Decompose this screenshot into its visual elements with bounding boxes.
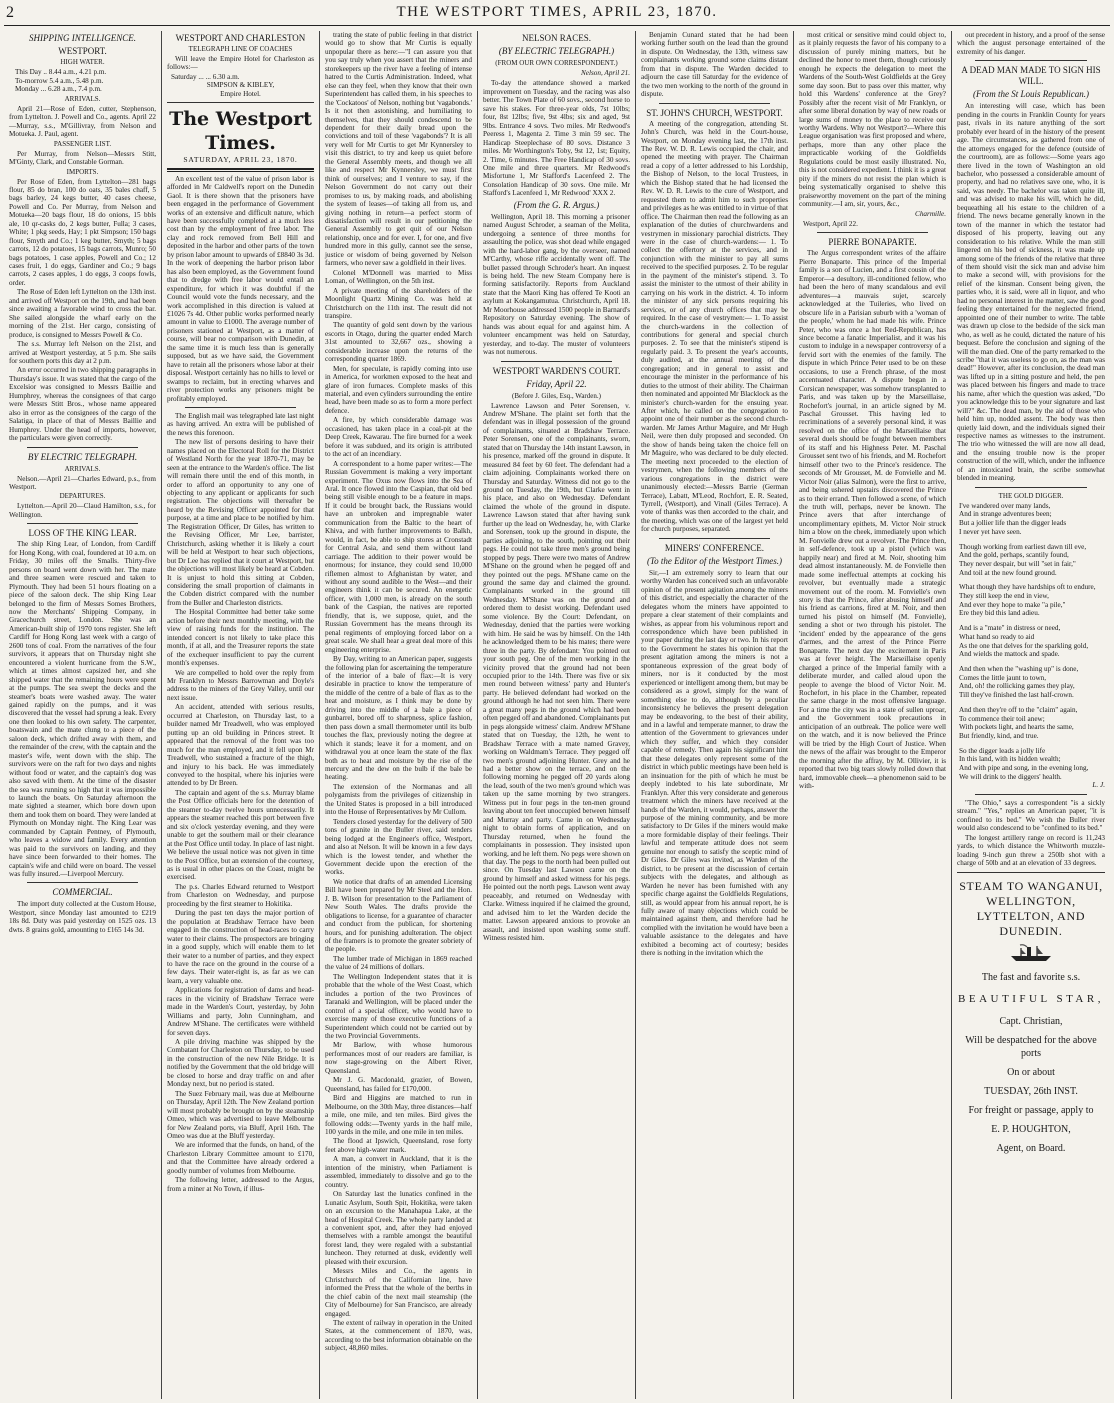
argus-text: Wellington, April 18. This morning a prisoner named August Schroder, a seaman of the Melita, undergoing a sentence of three months for assaulting the police, was shot dead while engaged with the hard-labor gang, by the overseer, named M'Carthy, whose rifle accidentally went off. The bullet passed through Schroder's heart. An inquest is being held. The new Steam Company here is forming satisfactorily. Reports from Auckland state that the Maori King has offered Te Kooti an asylum at Kokangamutua. Christchurch, April 18. Mr Moorhouse addressed 1500 people in Barnard's Repository on Saturday evening. The show of hands was about equal for and against him. A volunteer encampment was held on Saturday, yesterday, and to-day. The muster of volunteers was not numerous. [483,212,631,357]
news-paragraph: A private meeting of the shareholders of the Moonlight Quartz Mining Co. was held at Christchurch on the 11th inst. The result did not transpire. [325,286,472,320]
news-paragraph: Colonel M'Donnell was married to Miss Loman, of Wellington, on the 5th inst. [325,268,472,286]
letter-dateline: Westport, April 22. [803,219,858,228]
news-paragraph: An accident, attended with serious results, occurred at Charleston, on Thursday last, to a builder named Mr Treadwell, who was employed putting up an old building in Princes street. It appeared that the removal of the front was too much for the man employed, and it fell upon Mr Treadwell, who sustained a fracture of the thigh, and injury to his back. He was immediately conveyed to the hospital, where his injuries were attended to by Dr Breen. [167,703,314,788]
column-3 [320,31,478,1399]
coach-ad-time: Saturday ... ... 6.30 a.m. [171,72,240,81]
miners-letter-text: Sir,—I am extremely sorry to learn that our worthy Warden has conceived such an unfavorable opinion of the present agitation among the miners of this district, and especially the character of the delegates whom the miners have appointed to prepare a clear statement of their complaints and wishes, as appear from his voluminous report and correspondence which have been published in your paper during the last day or two. In his report to the Government he states his opinion that the present agitation among the miners is not a spontaneous expression of the great body of miners, nor is it conducted by the most experienced or intelligent among them, but may be considered as a growl, simply for the want of something else to do, although by a peculiar inconsistency he believes the present delegation may be endeavoring, to the best of their ability, and in a lawful and temperate manner, to draw the attention of the Government to grievances under which they suffer, and which they consider capable of remedy. Then again his significant hint that these delegates only represent some of the district in which public meetings have been held is an insinuation for the pith of which he must be deeply indebted to his late subordinate, Mr Franklyn. After this very considerate and generous treatment which the miners have received at the hands of the Warden, it would, perhaps, answer the purpose of the mining community, and be more satisfactory to Dr Giles if the miners would make a more formidable display of their feelings. Their lawful and temperate attitude does not seem genuine nor enough to satisfy the sceptic mind of Dr Giles. Dr Giles was invited, as Warden of the district, to be present at the discussion of certain subjects with the delegates, and although as Warden he never has been furnished with any specific charge against the Goldfields Regulations, still, as would appear from his annual report, he is fully aware of many objections which could be maintained against them, and therefore had he complied with the invitation he would have been a valuable assistance to the delegates and have exhibited a becoming act of courtesy; besides there is nothing in the invitation which the [641,568,788,958]
tide-row: This Day .. 8.44 a.m., 4.21 p.m. [15,68,107,76]
imports-heading: IMPORTS. [66,167,99,176]
shipping-place: WESTPORT. [58,46,107,56]
news-paragraph: By Day, writing to an American paper, suggests the following plan for ascertaining the temperature of the interior of a bale of flax:—It is very desirable in practice to know the temperature of the middle of the centre of a bale of flax as to the heat and moisture, as I think may be done by driving into the middle of a bale a piece of gunbarrel, bored off to sharpness, splice fashion, then pass down a small thermometer until its bulb touches the flax, previously noting the degree at which it stands; leave it for a moment, and on withdrawal you at once learn the state of the flax both as to heat and moisture by the rise of the mercury and the dew on the bulb if the bale be heating. [325,655,472,782]
steam-ad-captain: Capt. Christian, [999,1015,1063,1027]
steam-ad-on-about: On or about [1007,1066,1055,1078]
argus-heading: (From the G. R. Argus.) [513,199,600,210]
church-text: A meeting of the congregation, attending St. John's Church, was held in the Court-house, Westport, on Monday evening last, the 17th inst. The Rev. W. D. R. Lewis occupied the chair, and opened the meeting with prayer. The Chairman read a copy of a letter addressed to his Lordship, the Bishop of Nelson, to the local Trustees, in which the Bishop stated that he had licensed the Rev. W. D. R. Lewis to the cure of Westport, and requested them to admit him to such properties and privileges as he was entitled to in virtue of that office. The Chairman then read the following as an explanation of the duties of churchwardens and vestrymen in missionary parochial districts. They were in the case of church-wardens:— 1. To collect the offertory at the services, and in conjunction with the minister to pay all sums received to the specified purposes. 2. To be regular in the payment of the minister's stipend. 3. To assist the minister to the utmost of their ability in carrying on his work in the district. 4. To inform the minister of any sick persons requiring his services, or of any church offices that may be required. In the case of vestrymen:— 1. To assist the church-wardens in the collection of contributions for general and special church purposes. 2. To see that the minister's stipend is regularly paid. 3. To present the year's accounts, duly audited, at the annual meeting of the congregation; and in general to assist and encourage the minister in the performance of his duties to the utmost of their ability. The Chairman then nominated and appointed Mr Blacklock as the minister's church-warden for the ensuing year. After which, he called on the congregation to appoint one of their number as the second church-warden. Mr James Arthur Maguire, and Mr Hugh Neil, were then duly proposed and seconded. On the show of hands being taken the choice fell on Mr Maguire, who was declared to be duly elected. The meeting next proceeded to the election of vestrymen, when the following members of the various congregations in the district were unanimously elected:—Messrs Barrie (German Terrace), Labatt, M'Leod, Rochfort, E. R. Seated, Tyrrell, (Westport), and Vinall (Giles Terrace). A vote of thanks was then accorded to the chair, and the meeting, which was one of the largest yet held for church purposes, separated. [641,119,788,534]
coach-ad-body: Will leave the Empire Hotel for Charleston as follows:— [167,55,314,72]
news-paragraph: The quantity of gold sent down by the various escorts in Otago, during the quarter ended March 31st amounted to 32,667 ozs., showing a considerable increase upon the returns of the corresponding quarter 1869. [325,321,472,364]
poem-line: What though they have hardships oft to endure, [959,583,1096,592]
news-paragraph: The Wellington Independent states that it is probable that the whole of the West Coast, which includes a portion of the two Provinces of Taranaki and Wellington, will be placed under the control of a special officer, who would have to exercise many of those executive functions of a Superintendent which could not be carried out by the two Provincial Governments. [325,972,472,1041]
tel-arrivals-text: Nelson.—April 21—Charles Edward, p.s., from Westport. [9,474,156,491]
page-number: 2 [6,4,14,21]
news-paragraph: A fire, by which considerable damage was occasioned, has taken place in a coal-pit at the Deep Creek, Kawarau. The fire burned for a week before it was subdued, and its origin is attributed to the act of an incendiary. [325,416,472,459]
steam-ad-ship-name: BEAUTIFUL STAR, [958,992,1104,1005]
steam-ad-agent: E. P. HOUGHTON, [991,1123,1071,1135]
steam-ad-heading: STEAM TO WANGANUI, WELLINGTON, LYTTELTON, AND DUNEDIN. [959,878,1103,938]
poem-line: And then when the "washing up" is done, [959,665,1079,673]
nelson-races-heading: NELSON RACES. [521,33,591,43]
poem-line: What hand so ready to aid [959,632,1035,641]
nelson-races-source: (FROM OUR OWN CORRESPONDENT.) [495,59,618,67]
news-paragraph: The Hospital Committee had better take some action before their next monthly meeting, with the view of raising funds for the institution. The intended concert is not likely to take place this month, if at all, and the Treasurer reports the state of the exchequer insufficient to pay the current month's expenses. [167,608,314,668]
poem-line: So the digger leads a jolly life [959,746,1046,755]
news-paragraph: Tenders closed yesterday for the delivery of 500 tons of granite in the Buller river, said tenders being lodged at the Engineer's office, Westport, and also at Nelson. It will be known in a few days which is the lowest tender, and whether the Government decide upon the erection of the works. [325,817,472,877]
poem-line: And in strange adventures been; [959,510,1052,519]
passenger-heading: PASSENGER LIST. [53,139,112,148]
poem-line: We will drink to the diggers' health. [959,772,1062,781]
poem-line: In this land, with its hidden wealth; [959,755,1061,764]
news-paragraph: We are compelled to hold over the reply from Mr Franklyn to Messrs Barrowman and Doyle's address to the miners of the Grey Valley, until our next issue. [167,668,314,702]
masthead-rule [4,25,1110,26]
commercial-heading: COMMERCIAL. [52,887,113,898]
divider [957,872,1105,873]
news-paragraph: "The Ohio," says a correspondent "is a sickly stream." "Yes," replies an American paper, "it is confined to its bed." We wish the Buller river would also condescend to be "confined to its bed." [957,798,1105,833]
divider [659,538,770,539]
divider [501,361,612,362]
news-paragraph: The English mail was telegraphed late last night as having arrived. An extra will be published of the news this forenoon. [167,411,314,437]
bonaparte-continued-text: out precedent in history, and a proof of the sense which the august personage entertained of the extremity of his danger. [957,31,1105,56]
divider [975,794,1087,795]
poem-line: And wields the mattock and spade. [959,650,1060,659]
editorial-text: An excellent test of the value of prison labor is afforded in Mr Caldwell's report on the Dunedin Gaol. It is there shown that the prisoners have been engaged in the performance of Government works of an extensive and difficult nature, which have been successfully completed at a much less cost than by the employment of free labor. The clay and rock removed from Bell Hill and deposited in the harbor and other parts of the town by prison labor amount to upwards of £8840 3s 3d. In the work of deepening the harbor prison labor has also been employed, as the Government found that to dredge with free labor would entail an expenditure, for which it was doubtful if the Council would vote the funds necessary, and the work accomplished in this direction is valued at £1026 7s 4d. Other public works performed nearly amount in value to £1000. The average number of prisoners stationed at Westport, as a matter of course, will bear no comparison with Dunedin, at the same time it is much less than is generally supposed, but as we have said, the Government have to retain all the prisoners whose labor at their disposal. Westport certainly has no hills to level or swamps to reclaim, but in erecting wharves and river protection works any prisoners might be profitably employed. [167,174,314,403]
high-water-heading: HIGH WATER. [60,58,105,66]
news-paragraph: trating the state of public feeling in that district would go to show that Mr Curtis is equally unpopular there as here:—"I can assure you that you say truly when you assert that the miners and storekeepers up the river have a feeling of intense hatred to the Curtis Administration. Indeed, what else can they feel, when they know that their own Superintendent has called them, in his speeches to the 'Cockatoos' of Nelson, nothing but 'vagabonds.' Is it not then astonishing, and humiliating to themselves, that they should condescend to be dependent for their daily bread upon the convictions and toil of these 'vagabonds'? It is all very well for Mr Curtis to get Mr Kynnersley to visit this district, to try and keep us quiet before the General Assembly meets, and though we all like and respect Mr Kynnersley, we must first think of ourselves; and I venture to say, if the Nelson Government do not carry out their promises to us, by making roads, and abolishing the system of leases—of taking all from us, and giving nothing in return—a perfect storm of dissatisfaction will result in our petitioning the General Assembly to get quit of our Nelson relationship, once and for ever. I, for one, and five hundred more in this gully, cannot see the sense, justice or wisdom of being governed by Nelson farmers, who never saw a goldfield in their lives. [325,31,472,268]
wardens-court-heading: WESTPORT WARDEN'S COURT. [492,365,621,376]
divider [27,882,138,883]
article-paragraph: The s.s. Murray left Nelson on the 21st, and arrived at Westport yesterday, at 5 p.m. She sails for southern ports this day at 2 p.m. [9,340,156,366]
divider [167,102,314,103]
tide-row: To-morrow 5.4 a.m., 5.48 p.m. [15,76,104,85]
poem-line: And the gold, perhaps, scantily found, [959,551,1069,560]
church-heading: ST. JOHN'S CHURCH, WESTPORT. [646,107,783,118]
nelson-races-subheading: (BY ELECTRIC TELEGRAPH.) [498,46,615,56]
tide-table [9,68,156,94]
nelson-races-text: To-day the attendance showed a marked improvement on Tuesday, and the racing was also better. The Town Plate of 60 sovs., second horse to save his stakes. For three-year olds, 7st 10lbs; four, 8st 12lbs; five, 9st 4lbs; six and aged, 9st 9lbs. Entrance 4 sovs. Two miles. Mr Redwood's Peeress 1, Magenta 2. Time 3 min 59 sec. The Handicap Steeplechase of 80 sovs. Distance 3 miles. Mr Worthington's Toby, 9st 12, 1st; Equity, 2. Time, 6 minutes. The Free Handicap of 30 sovs. One mile and three quarters. Mr Redwood's Misfortune 1, Mr Stafford's Lacenfeed 2. The Consolation Handicap of 30 sovs. One mile. Mr Stafford's Lacenfeed 1, Mr Redwood' XXX 2. [483,79,630,198]
poem-line: And is a "mate" in distress or need, [959,624,1061,633]
nelson-races-dateline: Nelson, April 21. [581,69,630,77]
news-paragraph: The extent of railway in operation in the United States, at the commencement of 1870, was, according to the best information obtainable on the subject, 48,860 miles. [325,1318,472,1353]
news-paragraph: The new list of persons desiring to have their names placed on the Electoral Roll for the District of Westland North for the year 1870-71, may be seen at the entrance to the Warden's office. The list will remain there until the end of this month, in order to afford an opportunity to any one of objecting to any applicant or applicants for such registration. The objections will thereafter be heard by the Revising Officer appointed for that purpose, at a time and place to be notified by him. The Registration Officer, Dr Giles, has written to the Revising Officer, Mr Lee, barrister, Christchurch, asking whether it is likely a court will be held at Westport to hear such objections, but Dr Lee has replied that it court at Westport, but the objections will most likely be heard at Cobden. It is unjust to hold this sitting at Cobden, considering the small proportion of claimants in the Cobden district compared with the number from the Buller and Charleston districts. [167,438,314,607]
news-paragraph: The lumber trade of Michigan in 1869 reached the value of 24 millions of dollars. [325,954,472,972]
wardens-court-date: Friday, April 22. [526,378,587,389]
wardens-court-text: Lawrence Lawson and Peter Sorensen, v. Andrew M'Shane. The plaint set forth that the defendant was in illegal possession of the ground of complainants, situated at Bradshaw Terrace. Peter Sorensen, one of the complainants, sworn, stated that on Thursday the 14th instant Lawson, in his presence, marked off the ground in dispute. It measured 84 feet by 60 feet. The defendant had a claim adjoining. Complainants worked there on Thursday and Saturday. Witness did not go to the ground on Tuesday, the 19th, but Clarke went in his place, and also on Wednesday. Defendant claimed the whole of the ground in dispute. Lawrence Lawson stated that after having sunk further up the lead on Wednesday, he, with Clarke and Sorensen, took up the ground in dispute, the parties adjoining, to the south, pointing out their pegs. He could not take three men's ground being stopped by pegs. There were two mates of Andrew M'Shane on the ground when he pegged off and they pointed out the pegs. M'Shane came on the ground the same day and claimed the ground. Complainants worked in the ground till Wednesday. M'Shane was on the ground and ordered them to desist working. Defendant used some violence. By the Court: Defendant, on Wednesday, denied that the parties were working with him. He said he was by himself. On the 14th he acknowledged them to be his mates; there were three in the party. By defendant: You pointed out your south peg. One of the men working in the vicinity proved that the ground had not been occupied prior to the 14th. There was five or six men round between witness' party and Hunter's party. He believed defendant had worked on the ground although he had not seen him. There were a great many pegs in the ground which had been often pegged off and abandoned. Complainants put in pegs alongside witness' claim. Andrew M'Shane stated that on Tuesday, the 12th, he went to Bradshaw Terrace with a mate named Gravey, working on Waldmam's Terrace. They pegged off two men's ground adjoining Hunter. Grey and he had a better show on the terrace, and on the following morning he pegged off 20 yards along the lead, south of the two men's ground which was taken up the same morning by two strangers. Witness put in four pegs in the ten-men ground leaving about ten feet unoccupied between himself and Murray and party. Came in on Wednesday night to obtain forms of application, and on Thursday returned, when he found the complainants in possession. They insisted upon working, and he left them. No pegs were shown on that day. The pegs to the north had been pulled out since. On Tuesday last Lawson came on the ground by himself and asked witness for his pegs. He pointed out the north pegs. Lawson went away peaceably, and returned on Wednesday with Clarke. Witness inquired if he claimed the ground, and advised him to let the Warden decide the matter. Lawson appeared anxious to provoke an assault, and insisted upon washing some stuff. Witness resisted him. [483,401,630,943]
miners-heading: MINERS' CONFERENCE. [664,542,765,553]
steam-ad-fast: The fast and favorite s.s. [981,971,1081,983]
poem-line: To commence their toil anew; [959,714,1045,723]
news-paragraph: The captain and agent of the s.s. Murray blame the Post Office officials here for the detention of the steamer to-day twelve hours unnecessarily. It appears the steamer reached this port between five and six o'clock yesterday evening, and they were unable to get the southern mail or their clearance at the Post Office until today. In place of last night. We believe the usual notice was not given in time to the Post Office, but an extension of the courtesy, as is usual in other places on the Coast, might be exercised. [167,788,314,882]
news-paragraph: A correspondent to a home paper writes:—The Russian Government is making a very important experiment. The Oxus now flows into the Sea of Aral. It once flowed into the Caspian, that old bed being still visible enough to be a feature in maps. If it could be brought back, the Russians would have an unbroken and impregnable water communication from the Baltic to the heart of Khiva, and with further improvements to Balkh, would, in fact, be able to ship stores at Cronstadt for Central Asia, and send them without land carriage. The addition to their power would be enormous; for instance, they could send 10,000 riflemen almost to Afghanistan by water, and without any sound audible to the West—and their engineers think it can be secured. An energetic officer, with 1,000 men, is already on the south bank of the Caspian, the natives are reported friendly, that is, we suppose, quiet, and the Russian Government has the means through its penal regiments of employing forced labor on a great scale. We shall hear a great deal more of this engineering enterprise. [325,459,472,654]
news-paragraph: During the past ten days the major portion of the population at Bradshaw Terrace have been engaged in the construction of head-races to carry water to their claims. The prospectors are bringing in a good supply, which will enable them to let their water to a number of parties, and they expect to have the race on the ground in the course of a few days. Their water-right is, as far as we can learn, a very valuable one. [167,909,314,985]
passenger-text: Per Murray, from Nelson—Messrs Stitt, M'Ginty, Clark, and Constable Gorman. [9,149,156,167]
poem-line: And with pipe and song, in the evening long, [959,764,1089,773]
coach-ad-signature: SIMPSON & KIBLEY, [206,81,275,90]
steam-ad-agent-note: Agent, on Board. [996,1142,1066,1154]
news-paragraph: Bird and Higgins are matched to run in Melbourne, on the 30th May, three distances—half a mile, one mile, and ten miles. Bird gives the following odds:—Twenty yards in the half mile, 100 yards in the mile, and one mile in ten miles. [325,1094,472,1136]
steamship-icon [957,943,1105,965]
news-paragraph: The p.s. Charles Edward returned to Westport from Charleston on Wednesday, and purpose proceeding by the first steamer to Hokitika. [167,882,314,908]
poem-line: With pockets light, and hearts the same, [959,723,1074,732]
article-paragraph: An error occurred in two shipping paragraphs in Thursday's issue. It was stated that the cargo of the Excelsior was consigned to Messrs Baillie and Humphrey, whereas the consignees of that cargo were Messrs Stitt Bros., whose name appeared also in error as the consignees of the cargo of the Salatiga, in place of that of Messrs Baillie and Humphrey. Under the head of imports, however, the particulars were given correctly. [9,366,156,443]
news-paragraph: The Suez February mail, was due at Melbourne on Thursday, April 12th. The New Zealand portion will most probably be brought on by the steamship Omeo, which was advertised to leave Melbourne for New Zealand ports, via Bluff, April 16th. The Omeo was due at the Bluff yesterday. [167,1089,314,1141]
news-paragraph: A man, a convert in Auckland, that it is the intention of the ministry, when Parliament is assembled, immediately to dissolve and go to the country. [325,1155,472,1189]
poem-signature: L. J. [1092,781,1105,790]
columns [4,31,1110,1399]
dead-man-source: (From the St Louis Republican.) [973,89,1089,100]
divider [975,60,1087,61]
column-2 [162,31,320,1399]
steam-ad-despatch: Will be despatched for the above ports [965,1034,1097,1059]
divider [27,523,138,524]
poem-line: They never despair, but will "set in fair," [959,559,1076,568]
poem-line: But friendly, kind, and true. [959,731,1039,740]
poem-line: And, oh! the rollicking games they play, [959,682,1075,691]
news-paragraph: Applications for registration of dams and head-races in the vicinity of Bradshaw Terrace were made in the Warden's Court, yesterday, by John Williams and party, John Cunningham, and Andrew M'Shane. The certificates were withheld for seven days. [167,986,314,1037]
divider [975,487,1087,488]
dead-man-text: An interesting will case, which has been pending in the courts in Franklin County for years past, rivals in its nature anything of the sort probably ever heard of in the history of the present age. The circumstances, as gathered from one of the attorneys engaged for the defence (outside of the courtroom), are as follows:—Some years ago there lived in the town of Washington an old bachelor, who possessed a considerable amount of property, and had no relatives save one, who, it is said, was needy. The bachelor was taken quite ill, and was advised to make his will, which he did, bequeathing all his estate to the children of a friend. The news became generally known in the town of the manner in which the testator had disposed of his property, leaving out any consideration to his relative. While the man still lingered on his bed of sickness, it was made up among some of the friends of the relative that three of them should visit the sick man and advise him to make a second will, with provisions for the relief of the kinsman. Consent being given, the parties who, it is said, were all in liquor, and who had no personal interest in the matter, saw the good feeling they entertained for the neglected friend, appointed one of their number to write. The table was drawn up close to the bedside of the sick man who, as well as he could, dictated the nature of his bequest. Before the conclusion and signing of the will the man died. One of the party remarked to the scribe "that it was useless to go on, as the man was dead!" However, after its conclusion, the dead man was lifted up in a sitting posture and held, the pen was placed between his fingers and made to trace his name, after which the question was asked, "Do you acknowledge this to be your signature and last will?" &c. The dead man, by the aid of those who held him up, nodded assent. The body was then quietly laid down, and the individuals signed their respective names as witnesses to the instrument. The trio who witnessed the will are now all dead, and the ensuing trouble now is the proper construction of the will, which, under the influence of an intoxicated brain, the scribe somewhat blended in meaning. [957,102,1105,483]
shipping-heading: SHIPPING INTELLIGENCE. [28,33,136,43]
news-paragraph: Mr Barlow, with whose humorous performances most of our readers are familiar, is now stage-growing on the Albert River, Queensland. [325,1041,472,1075]
column-4 [478,31,636,1399]
poem-line: And toil at the new found ground. [959,568,1057,577]
loss-text: The ship King Lear, of London, from Cardiff for Hong Kong, with coal, foundered at 10 a.m. on Friday, 30 miles off the Smalls. Thirty-five persons on board went down with her. The mate and three seamen were rescued and taken to Plymouth. They had been 51 hours floating on a piece of the saloon deck. The ship King Lear belonged to the firm of Messrs Somes Brothers, now the Merchants' Shipping Company, in Gracechurch street, London. She was an American-built ship of 1970 tons register. She left Cardiff for Hong Kong last week with a cargo of 2600 tons of coal. From the narratives of the four survivors, it appears that on Thursday night she encountered a violent hurricane from the S.W., which at times almost capsized her, and she shipped water that the remaining hours were spent at the pumps. The sea swept the decks and the steamer's boats were washed away. The water gained rapidly on the pumps, and it was discovered that the vessel had sprung a leak. Every one then looked to his own safety. The carpenter, boatswain and the mate clung to a piece of the saloon deck, which drifted away with them, and the remainder of the crew, with the captain and the master's wife, went down with the ship. The survivors were on the raft for two days and nights without food or water, and the captain's dog was also saved with them. At the time of the disaster the sea was running so high that it was impossible to launch the boats. On Saturday afternoon the mate sighted a steamer, which bore down upon them and took them on board. They were landed at Plymouth on Monday night. The King Lear was commanded by Captain Pentney, of Plymouth, who leaves a widow and family. Every attention was paid to the survivors on landing, and they have since been forwarded to their homes. The captain's wife and child were on board. The vessel was fully insured.—Liverpool Mercury. [9,540,156,879]
miners-subheading: (To the Editor of the Westport Times.) [646,555,783,566]
news-paragraph: A pile driving machine was shipped by the Combatant for Charleston on Thursday, to be used in the construction of the new Nile Bridge. It is notified by the Government that the old bridge will be closed to horse and dray traffic on and after Monday next, but no period is stated. [167,1038,314,1089]
arrivals-heading: ARRIVALS. [64,94,101,103]
divider [27,447,138,448]
masthead-title: THE WESTPORT TIMES, APRIL 23, 1870. [396,4,718,20]
paper-title: The Westport Times. [169,108,312,155]
divider [817,232,928,233]
news-paragraph: We notice that drafts of an amended Licensing Bill have been prepared by Mr Steel and the Hon. J. B. Wilson for presentation to the Parliament of New South Wales. The drafts provide the obligations to license, for a guarantee of character and conduct from the publican, for shortening hours, and for punishing adulteration. The object of the framers is to promote the greater sobriety of the people. [325,877,472,954]
dead-man-heading: A DEAD MAN MADE TO SIGN HIS WILL. [961,65,1101,87]
poem-line: And then they're off to the "claim" again, [959,705,1078,714]
poem-line: I've wandered over many lands, [959,501,1051,510]
imports-text: Per Rose of Eden, from Lyttelton—281 bags flour, 85 do bran, 100 do oats, 35 bales chaff, 5 bags barley, 24 kegs butter, 40 cases cheese, Powell and Co. Per Murray, from Nelson and Motueka—20 bags flour, 18 do onions, 15 bbls ale, 10 qr-casks do, 2 kegs butter, Fulla; 3 cases, White; 1 pkg seeds, Hay; 1 pkt Simpson; 150 bags flour, Smyth and Co.; 1 keg butter, Smyth; 5 bags carrots, 12 do potatoes, 15 bags carrots, Munro; 50 bags potatoes, 1 case apples, Powell and Co.; 12 cases fruit, 1 do eggs, Gardiner and Co.; 9 bags carrots, 2 cases apples, 1 do eggs, 3 coops fowls, order. [9,177,156,287]
news-paragraph: The extension of the Normanas and all polygamists from the privileges of citizenship in the United States is proposed in a bill introduced into the House of Representatives by Mr Cullom. [325,782,472,817]
poem-line: Till they've finished the last half-crown. [959,691,1074,700]
divider [659,103,770,104]
coach-ad-signature-place: Empire Hotel. [220,89,261,98]
tel-arrivals-heading: ARRIVALS. [64,464,101,473]
arrivals-text: April 21—Rose of Eden, cutter, Stephenson, from Lyttelton. J. Powell and Co., agents. April 22—Murray, s.s., M'Gillivray, from Nelson and Motueka. J. Paul, agent. [9,104,156,139]
column-1 [4,31,162,1399]
poem-line: Comes the little jaunt to town, [959,673,1047,682]
news-paragraph: On Saturday last the lunatics confined in the Lunatic Asylum, South Spit, Hokitika, were taken on an excursion to the Manahapua Lake, at the head of Hospital Creek. The whole party landed at a convenient spot, and, after they had enjoyed themselves with a ramble amongst the beautiful forest land, they were regaled with a substantial luncheon. They returned at dusk, evidently well pleased with their excursion. [325,1190,472,1266]
poem-line: Ere they bid this land adieu. [959,609,1040,618]
double-rule [167,168,314,172]
letter-continued-text: most critical or sensitive mind could object to, as it plainly requests the favor of his company to a discussion of purely mining matters, but he declined the honor to meet them, though curiously enough he expects the delegation to meet the Wardens of the South-West Goldfields at the Grey some day soon. But to pass over this matter, why hold this Wardens' conference at the Grey? Possibly after the recent visit of Mr Franklyn, or after some liberal donation by way of new roads or large sums of money to the place to receive our worthy Wardens. Why not Westport?—Where this League organisation was first proposed and where, perhaps, more than any other place the impracticable working of the Goldfields Regulations could be most easily illustrated. No, this is not considered expedient. I think it is a great pity if the miners do not resist the plan which is being systematically organised to shelve this praiseworthy movement on the part of the mining community.—I am, sir, yours, &c., [799,31,946,209]
telegraph-heading: BY ELECTRIC TELEGRAPH. [27,451,138,462]
steam-ad-date: TUESDAY, 26th INST. [984,1085,1078,1097]
court-continued-text: Benjamin Cunard stated that he had been working further south on the lead than the ground in dispute. On Wednesday, the 13th, witness saw complainants working ground some claims distant from that in dispute. The Warden decided to adjourn the case till Saturday for the evidence of the two men working to the north of the ground in dispute. [641,31,788,99]
loss-heading: LOSS OF THE KING LEAR. [28,528,137,539]
news-paragraph: Messrs Miles and Co., the agents in Christchurch of the Californian line, have informed the Press that the whole of the berths in the chief cabin of the next mail steamship (the City of Melbourne) for San Francisco, are already engaged. [325,1267,472,1318]
news-paragraph: The flood at Ipswich, Queensland, rose forty feet above high-water mark. [325,1137,472,1154]
news-paragraph: The longest artillery range on record is 11,243 yards, to which distance the Whitworth muzzle-loading 9-inch gun threw a 250lb shot with a charge of 50lb and at an elevation of 33 degrees. [957,833,1105,868]
news-paragraph: Men, for speculate, is rapidly coming into use in America, for workmen exposed to the heat and glare of iron furnaces. Complete masks of this material, and even cylinders surrounding the entire head, have been made so as to form a more perfect defence. [325,364,472,415]
bonaparte-text: The Argus correspondent writes of the affaire Pierre Bonaparte. This prince of the Imperial family is a son of Lucien, and a first cousin of the Emperor—a desultory, ill-conditioned fellow, who had been the hero of many scandalous and evil adventures—a mauvais sujet, scarcely acknowledged at the Tuileries, who lived on obscure life in a Parisian suburb with a 'woman of the people,' whom he had made his wife. Prince Peter, who was once a hot Red-Republican, has since become a fanatic Imperialist, and it was his custom to indulge in a newspaper controversy of a fervid sort with the enemies of the family. The dispute in which Prince Peter used to be on these occasions, to use a French phrase, of the most accentuated character. A dispute began in a Corsican newspaper, was somehow transplanted to Paris, and was taken up by the Marseillaise, Rochefort's journal, in an article signed by M. Paschal Grousset. This having led to recriminations of a severely personal kind, it was resolved on the office of the Marseillaise that several duels should be fought between members of its staff and his Highness Peter. M. Paschal Grousset sent two of his friends, and M. Rochefort himself other two to the Prince's residence. The seconds of Mr Grousset, M. de Fonvielle and M. Victor Noir (alias Salmon), were the first to arrive, and being ushered upstairs discovered the Prince as to their errand. Then followed a scene, of which the truth will, perhaps, never be known. The Prince avers that after interchange of uncomplimentary epithets, M. Victor Noir struck him a blow on the cheek, immediately upon which M. Fonvielle drew out a revolver. The Prince then, in self-defence, took up a pistol (which was happily near) and fired at M. Noir, shooting him dead almost instantaneously. M. de Fonvielle then made some ineffectual attempts at cocking his revolver, but eventually made a strategic movement out of the room. M. Fonvielle's own story is that the Prince, after abusing himself and his friend as carrions, fired at M. Noir, and then turned his pistol on himself (M. Fonvielle), sending a shot or two through his pistolet. The 'incident' ended by the appearance of the gens d'armes, and the arrest of the Prince Pierre Bonaparte. The next day the excitement in Paris was at fever height. The Marseillaise openly charged a prince of the Imperial family with a deliberate murder, and called aloud upon the people to avenge the blood of Victor Noir. M. Rochefort, in his place in the Chamber, repeated the same charge in the most offensive language. For a time the city was in a state of sullen uproar, and the Government took precautions in anticipation of an outbreak. The police were well on the watch, and it is now believed the Prince will be tried by the High Court of Justice. When the news of the affair was brought to the Emperor the morning after the affray, by M. Ollivier, it is reported that two big tears slowly rolled down that hard, immovable cheek—a phenomenon said to be with- [799,249,946,790]
poem-body [957,502,1105,782]
news-paragraph: The following letter, addressed to the Argus, from a miner at No Town, if illus- [167,1176,314,1193]
column-7 [952,31,1110,1399]
poem-line: As the one that delves for the sparkling gold, [959,641,1089,650]
poem-line: But a jollier life than the digger leads [959,519,1067,528]
departures-heading: DEPARTURES. [59,492,106,501]
paper-date: SATURDAY, APRIL 23, 1870. [183,155,298,165]
letter-signature: Charmille. [915,209,946,218]
coach-ad-title: WESTPORT AND CHARLESTON [175,33,306,43]
poem-line: Though working from earliest dawn till eve, [959,542,1087,551]
poem-line: They still keep the end in view, [959,592,1049,601]
column-5 [636,31,794,1399]
poem-line: And ever they hope to make "a pile," [959,600,1066,609]
wardens-court-before: (Before J. Giles, Esq., Warden.) [512,391,601,400]
column-6 [794,31,952,1399]
departures-text: Lyttelton.—April 20—Claud Hamilton, s.s., for Wellington. [9,502,156,519]
news-paragraph: We are informed that the funds, on hand, of the Charleston Library Committee amount to £170, and that the Committee have already ordered a goodly number of volumes from Melbourne. [167,1141,314,1175]
divider [185,407,296,408]
bonaparte-heading: PIERRE BONAPARTE. [828,237,917,248]
commercial-text: The import duty collected at the Custom House, Westport, since Monday last amounted to £219 18s 8d. Duty was paid yesterday on 1525 ozs. 13 dwts. 8 grains gold, amounting to £165 14s 3d. [9,900,156,934]
coach-ad-subtitle: TELEGRAPH LINE OF COACHES [188,45,293,53]
poem-heading: THE GOLD DIGGER. [998,491,1064,500]
poem-line: I never yet have seen. [959,527,1022,536]
tide-row: Monday ... 6.28 a.m., 7.4 p.m. [15,85,102,94]
news-paragraph: Mr J. G. Macdonald, grazier, of Bowen, Queensland, has failed for £170,000. [325,1076,472,1093]
masthead [0,4,1114,22]
article-paragraph: The Rose of Eden left Lyttelton on the 13th inst. and arrived off Westport on the 19th, and had been since awaiting a favorable wind to cross the bar. She sailed alongside the wharf early on the morning of the 21st. Her cargo, consisting of produce, is consigned to Messrs Powell & Co. [9,288,156,339]
steam-ad-freight: For freight or passage, apply to [968,1104,1094,1116]
